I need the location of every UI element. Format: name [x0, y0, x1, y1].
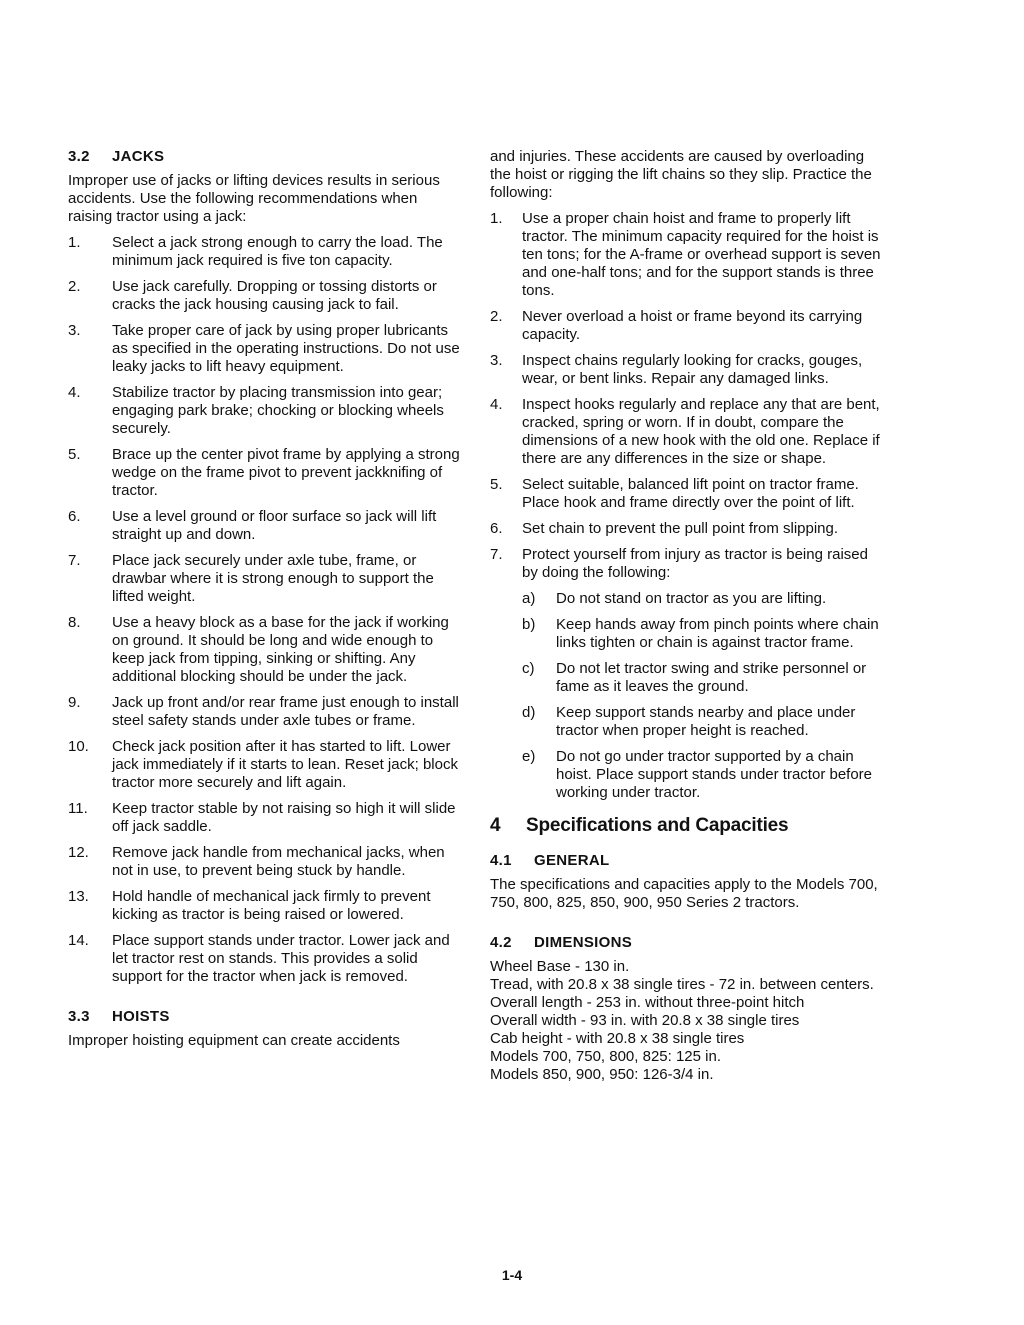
item-text: Remove jack handle from mechanical jacks, when not in use, to prevent being stuck by handle. [112, 844, 445, 879]
list-item [68, 234, 464, 270]
item-text: Brace up the center pivot frame by applying a strong wedge on the frame pivot to prevent jackknifing of tractor. [112, 446, 460, 499]
list-item [68, 888, 464, 924]
item-number: 5. [68, 446, 81, 463]
item-number: 7. [490, 546, 503, 563]
item-number: 11. [68, 800, 88, 817]
page-number: 1-4 [501, 1267, 523, 1283]
list-item [68, 278, 464, 314]
item-text: Inspect hooks regularly and replace any that are bent, cracked, spring or worn. If in doubt, compare the dimensions of a new hook with the old one. Replace if there are any differences in the size or shape. [522, 396, 880, 467]
item-number: 13. [68, 888, 89, 905]
list-item [490, 210, 882, 300]
item-text: Place jack securely under axle tube, frame, or drawbar where it is strong enough to support the lifted weight. [112, 552, 434, 605]
list-item [68, 694, 464, 730]
section-title: JACKS [112, 148, 165, 165]
sub-list-item [490, 616, 882, 652]
section-heading-jacks [68, 148, 464, 166]
item-number: 8. [68, 614, 81, 631]
section-heading-hoists [68, 1008, 464, 1026]
section-title: HOISTS [112, 1008, 170, 1025]
item-number: 5. [490, 476, 503, 493]
item-text: Never overload a hoist or frame beyond its carrying capacity. [522, 308, 863, 343]
item-text: Keep tractor stable by not raising so high it will slide off jack saddle. [112, 800, 456, 835]
item-text: Do not stand on tractor as you are lifting. [556, 590, 827, 607]
list-item [68, 614, 464, 686]
item-text: Do not go under tractor supported by a chain hoist. Place support stands under tractor before working under tractor. [556, 748, 873, 801]
item-text: Keep support stands nearby and place under tractor when proper height is reached. [556, 704, 856, 739]
list-item [68, 932, 464, 986]
item-text: Set chain to prevent the pull point from slipping. [522, 520, 839, 537]
dimension-line: Models 850, 900, 950: 126-3/4 in. [490, 1066, 714, 1083]
item-text: Place support stands under tractor. Lower jack and let tractor rest on stands. This provides a solid support for the tractor when jack is removed. [112, 932, 450, 985]
sub-list-item [490, 748, 882, 802]
item-number: 9. [68, 694, 81, 711]
item-text: Select suitable, balanced lift point on tractor frame. Place hook and frame directly over the point of lift. [522, 476, 859, 511]
item-text: Take proper care of jack by using proper lubricants as specified in the operating instructions. Do not use leaky jacks to lift heavy equipment. [112, 322, 460, 375]
item-number: 14. [68, 932, 89, 949]
item-text: Hold handle of mechanical jack firmly to prevent kicking as tractor is being raised or lowered. [112, 888, 431, 923]
list-item [490, 546, 882, 582]
jacks-intro: Improper use of jacks or lifting devices results in serious accidents. Use the following recommendations when raising tractor using a jack: [68, 172, 440, 225]
list-item [68, 844, 464, 880]
dimension-line: Wheel Base - 130 in. [490, 958, 630, 975]
chapter-title: Specifications and Capacities [526, 815, 789, 836]
list-item [68, 552, 464, 606]
list-item [490, 352, 882, 388]
chapter-number: 4 [490, 815, 501, 836]
list-item [68, 384, 464, 438]
list-item [490, 520, 882, 538]
item-text: Check jack position after it has started to lift. Lower jack immediately if it starts to lean. Reset jack; block tractor more securely and lift again. [112, 738, 458, 791]
section-number: 3.2 [68, 148, 90, 165]
item-text: Select a jack strong enough to carry the load. The minimum jack required is five ton capacity. [112, 234, 443, 269]
right-column [490, 148, 882, 1084]
item-number: 4. [490, 396, 503, 413]
item-number: 2. [68, 278, 81, 295]
sub-list-item [490, 590, 882, 608]
list-item [68, 508, 464, 544]
list-item [68, 800, 464, 836]
dimension-line: Tread, with 20.8 x 38 single tires - 72 in. between centers. [490, 976, 874, 993]
item-text: Do not let tractor swing and strike personnel or fame as it leaves the ground. [556, 660, 867, 695]
left-column [68, 148, 464, 1058]
general-text: The specifications and capacities apply to the Models 700, 750, 800, 825, 850, 900, 950 Series 2 tractors. [490, 876, 878, 911]
item-letter: d) [522, 704, 536, 721]
hoists-intro: Improper hoisting equipment can create accidents [68, 1032, 400, 1049]
item-text: Use jack carefully. Dropping or tossing distorts or cracks the jack housing causing jack to fail. [112, 278, 437, 313]
item-letter: e) [522, 748, 536, 765]
list-item [68, 322, 464, 376]
dimension-line: Overall length - 253 in. without three-point hitch [490, 994, 805, 1011]
section-number: 4.2 [490, 934, 512, 951]
section-heading-general [490, 852, 882, 870]
dimension-line: Cab height - with 20.8 x 38 single tires [490, 1030, 745, 1047]
item-text: Inspect chains regularly looking for cracks, gouges, wear, or bent links. Repair any damaged links. [522, 352, 863, 387]
item-number: 3. [490, 352, 503, 369]
section-number: 4.1 [490, 852, 512, 869]
hoists-intro-continued: and injuries. These accidents are caused by overloading the hoist or rigging the lift chains so they slip. Practice the following: [490, 148, 872, 201]
item-number: 6. [68, 508, 81, 525]
section-number: 3.3 [68, 1008, 90, 1025]
item-text: Use a heavy block as a base for the jack if working on ground. It should be long and wide enough to keep jack from tipping, sinking or shifting. Any additional blocking should be under the jack. [112, 614, 449, 685]
item-number: 12. [68, 844, 89, 861]
dimension-line: Models 700, 750, 800, 825: 125 in. [490, 1048, 722, 1065]
item-number: 1. [68, 234, 81, 251]
list-item [68, 446, 464, 500]
item-letter: c) [522, 660, 535, 677]
item-text: Keep hands away from pinch points where chain links tighten or chain is against tractor frame. [556, 616, 879, 651]
dimensions-list [490, 958, 882, 1084]
sub-list-item [490, 660, 882, 696]
item-number: 1. [490, 210, 503, 227]
item-number: 6. [490, 520, 503, 537]
item-text: Use a proper chain hoist and frame to properly lift tractor. The minimum capacity required for the hoist is ten tons; for the A-frame or overhead support is seven and one-half tons; and for the support stands is three tons. [522, 210, 881, 299]
item-text: Jack up front and/or rear frame just enough to install steel safety stands under axle tubes or frame. [112, 694, 459, 729]
dimension-line: Overall width - 93 in. with 20.8 x 38 single tires [490, 1012, 800, 1029]
item-letter: a) [522, 590, 536, 607]
item-number: 3. [68, 322, 81, 339]
item-text: Stabilize tractor by placing transmission into gear; engaging park brake; chocking or blocking wheels securely. [112, 384, 444, 437]
item-letter: b) [522, 616, 536, 633]
item-text: Protect yourself from injury as tractor is being raised by doing the following: [522, 546, 868, 581]
item-number: 4. [68, 384, 81, 401]
list-item [490, 308, 882, 344]
chapter-heading-specifications [490, 814, 882, 838]
item-number: 2. [490, 308, 503, 325]
section-title: DIMENSIONS [534, 934, 633, 951]
section-heading-dimensions [490, 934, 882, 952]
item-text: Use a level ground or floor surface so jack will lift straight up and down. [112, 508, 437, 543]
section-title: GENERAL [534, 852, 610, 869]
item-number: 10. [68, 738, 89, 755]
list-item [490, 396, 882, 468]
item-number: 7. [68, 552, 81, 569]
list-item [68, 738, 464, 792]
list-item [490, 476, 882, 512]
sub-list-item [490, 704, 882, 740]
